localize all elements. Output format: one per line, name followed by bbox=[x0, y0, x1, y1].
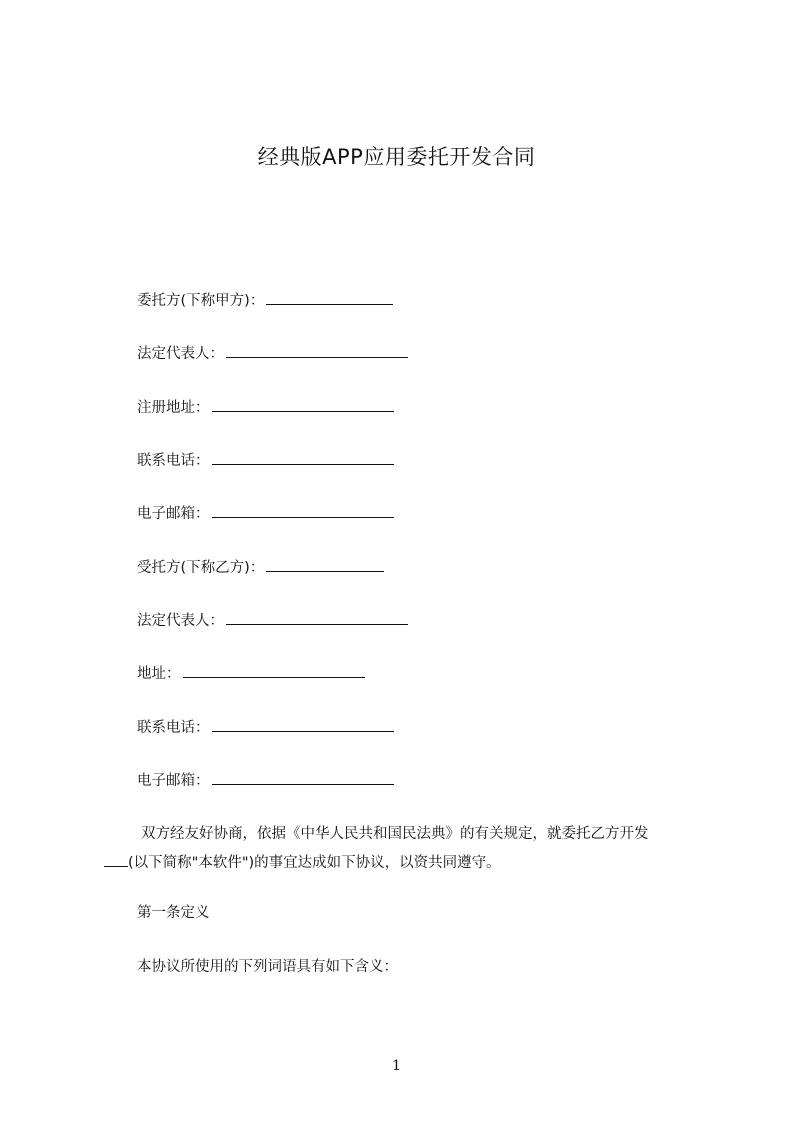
fill-in-blank bbox=[212, 450, 394, 465]
field-label: 委托方(下称甲方)： bbox=[137, 293, 265, 309]
field-client-phone bbox=[137, 450, 394, 471]
field-label: 法定代表人： bbox=[137, 613, 224, 629]
field-registered-address bbox=[137, 397, 394, 418]
fill-in-blank bbox=[266, 557, 384, 572]
fill-in-blank bbox=[212, 717, 394, 732]
field-contractor-legal-representative bbox=[137, 610, 408, 631]
field-label: 注册地址： bbox=[137, 400, 210, 416]
field-client-email bbox=[137, 503, 394, 524]
field-client-legal-representative bbox=[137, 343, 408, 364]
fill-in-blank bbox=[266, 290, 393, 305]
fill-in-blank bbox=[226, 343, 408, 358]
field-label: 法定代表人： bbox=[137, 346, 224, 362]
field-label: 受托方(下称乙方)： bbox=[137, 560, 265, 576]
fill-in-blank bbox=[212, 397, 394, 412]
article-heading: 第一条定义 bbox=[137, 905, 210, 921]
fill-in-blank bbox=[212, 770, 394, 785]
fill-in-blank bbox=[212, 503, 394, 518]
document-title: 经典版APP应用委托开发合同 bbox=[257, 145, 536, 169]
field-contractor-email bbox=[137, 770, 394, 791]
preamble-line-2-text: (以下简称"本软件")的事宜达成如下协议，以资共同遵守。 bbox=[128, 855, 501, 871]
fill-in-blank bbox=[183, 663, 365, 678]
preamble-line-2 bbox=[104, 852, 501, 873]
fill-in-blank bbox=[226, 610, 408, 625]
definition-intro: 本协议所使用的下列词语具有如下含义： bbox=[137, 959, 398, 975]
field-label: 联系电话： bbox=[137, 453, 210, 469]
field-label: 电子邮箱： bbox=[137, 506, 210, 522]
field-contractor-address bbox=[137, 663, 365, 684]
field-contractor-phone bbox=[137, 717, 394, 738]
field-label: 地址： bbox=[137, 666, 181, 682]
field-client bbox=[137, 290, 393, 311]
preamble-line-1: 双方经友好协商，依据《中华人民共和国民法典》的有关规定，就委托乙方开发 bbox=[141, 826, 649, 842]
page-number: 1 bbox=[392, 1058, 401, 1074]
field-label: 联系电话： bbox=[137, 720, 210, 736]
field-label: 电子邮箱： bbox=[137, 773, 210, 789]
field-contractor bbox=[137, 557, 384, 578]
fill-in-blank bbox=[104, 852, 128, 867]
